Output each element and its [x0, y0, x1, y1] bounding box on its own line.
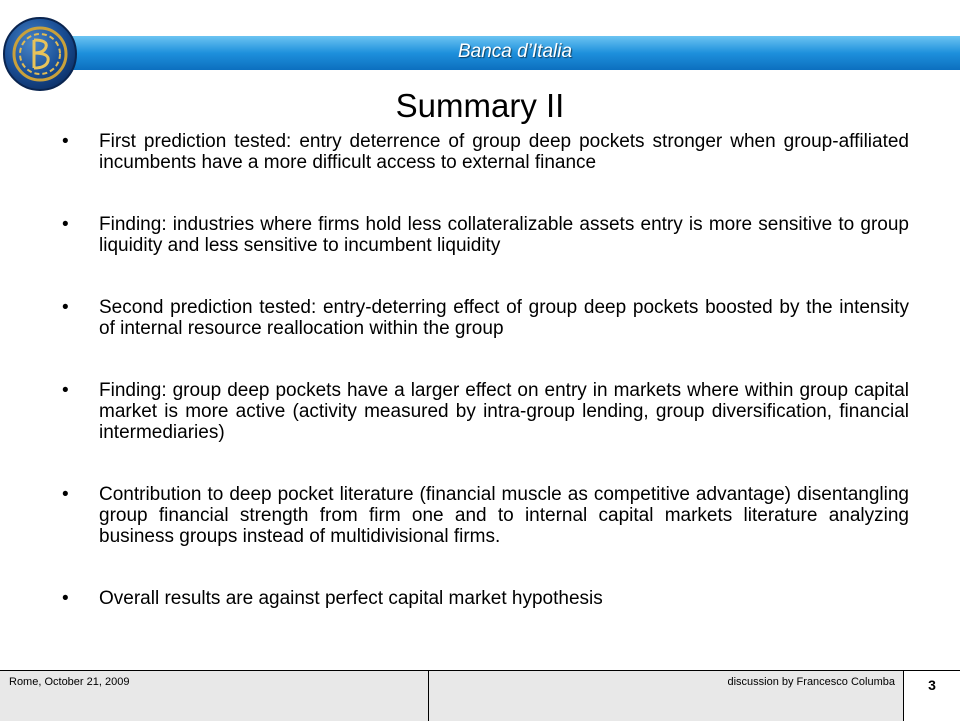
- footer-author: discussion by Francesco Columba: [727, 676, 895, 688]
- slide-footer: [0, 670, 960, 721]
- bullet-item: [62, 131, 909, 173]
- bullet-icon: •: [62, 484, 69, 505]
- bullet-icon: •: [62, 131, 69, 152]
- bullet-list: [62, 131, 909, 609]
- bullet-item: [62, 297, 909, 339]
- bullet-icon: •: [62, 214, 69, 235]
- bullet-text: First prediction tested: entry deterrence of group deep pockets stronger when group-affiliated incumbents have a more difficult access to external finance: [99, 131, 909, 173]
- bullet-icon: •: [62, 297, 69, 318]
- bullet-text: Finding: group deep pockets have a larger effect on entry in markets where within group capital market is more active (activity measured by intra-group lending, group diversification, financial intermediaries): [99, 380, 909, 443]
- bullet-text: Second prediction tested: entry-deterring effect of group deep pockets boosted by the intensity of internal resource reallocation within the group: [99, 297, 909, 339]
- institution-name: Banca d’Italia: [457, 41, 573, 62]
- page-number: 3: [928, 677, 936, 693]
- bullet-item: [62, 588, 909, 609]
- bullet-text: Finding: industries where firms hold less collateralizable assets entry is more sensitive to group liquidity and less sensitive to incumbent liquidity: [99, 214, 909, 256]
- footer-author-cell: [429, 671, 904, 721]
- bullet-icon: •: [62, 380, 69, 401]
- bullet-text: Overall results are against perfect capital market hypothesis: [99, 588, 603, 609]
- footer-date: Rome, October 21, 2009: [9, 676, 130, 688]
- slide-title: Summary II: [395, 87, 565, 124]
- footer-date-cell: [0, 671, 429, 721]
- banca-italia-logo-icon: [0, 14, 80, 94]
- bullet-item: [62, 214, 909, 256]
- bullet-text: Contribution to deep pocket literature (financial muscle as competitive advantage) disentangling group financial strength from firm one and to internal capital markets literature analyzing business groups instead of multidivisional firms.: [99, 484, 909, 547]
- bullet-item: [62, 380, 909, 443]
- bullet-icon: •: [62, 588, 69, 609]
- bullet-item: [62, 484, 909, 547]
- footer-page-cell: [904, 671, 960, 721]
